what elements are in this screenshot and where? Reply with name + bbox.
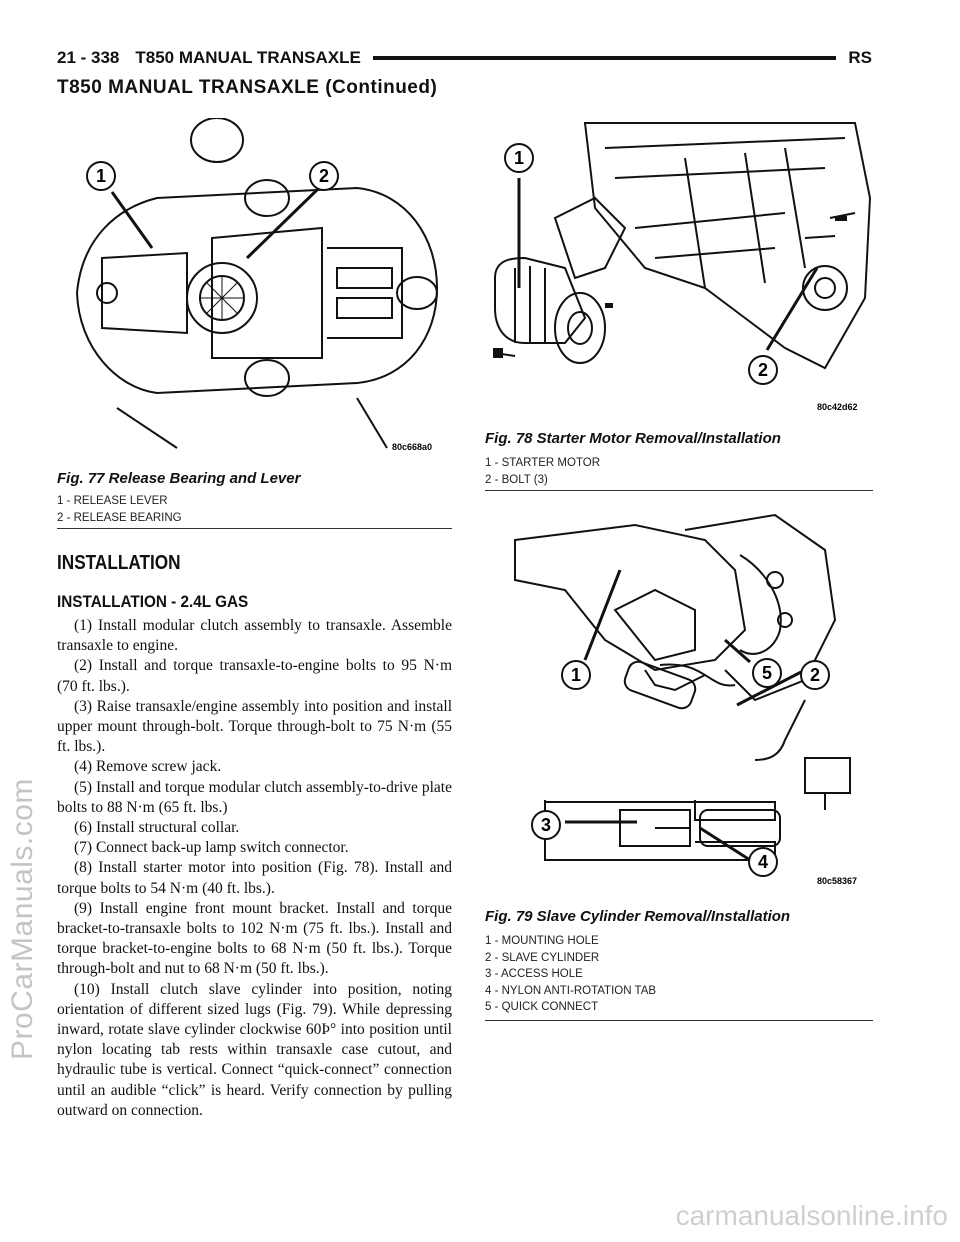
installation-step: (8) Install starter motor into position (Fig. 78). Install and torque bolts to 54 N·m (40 ft. lbs.). <box>57 859 452 897</box>
installation-heading: INSTALLATION <box>57 552 181 574</box>
fig79-code: 80c58367 <box>817 876 858 886</box>
fig77-rule <box>57 528 452 529</box>
fig79-legend-item: 2 - SLAVE CYLINDER <box>485 951 600 964</box>
installation-steps <box>57 616 452 1121</box>
fig77-caption: Fig. 77 Release Bearing and Lever <box>57 470 301 487</box>
bottom-watermark: carmanualsonline.info <box>675 1200 948 1231</box>
section-code: RS <box>848 48 872 67</box>
fig79-legend-item: 5 - QUICK CONNECT <box>485 1001 599 1013</box>
fig78-legend <box>485 455 600 488</box>
header-rule <box>373 56 837 60</box>
fig79-callout-3: 3 <box>540 815 552 835</box>
installation-step: (10) Install clutch slave cylinder into position, noting orientation of different sized lugs (Fig. 79). While depressing inward, rotate slave cylinder clockwise 60Þ° into position until nylon locating tab rests within transaxle case cutout, and hydraulic tube is vertical. Connect “quick-connect” connection until an audible “click” is heard. Verify connection by pulling outward on connection. <box>57 980 452 1119</box>
fig77-callout-1: 1 <box>95 166 107 186</box>
fig79-callout-5: 5 <box>761 663 773 683</box>
installation-step: (6) Install structural collar. <box>74 819 240 837</box>
fig78-caption: Fig. 78 Starter Motor Removal/Installation <box>485 430 781 447</box>
header-title: T850 MANUAL TRANSAXLE <box>135 48 361 67</box>
fig79-legend <box>485 933 656 1016</box>
fig79-legend-item: 3 - ACCESS HOLE <box>485 968 583 980</box>
figure-77-illustration <box>57 118 452 458</box>
page-number: 21 - 338 <box>57 48 120 67</box>
fig78-rule <box>485 490 873 491</box>
fig78-legend-item: 2 - BOLT (3) <box>485 473 548 486</box>
installation-step: (2) Install and torque transaxle-to-engine bolts to 95 N·m (70 ft. lbs.). <box>57 657 452 695</box>
side-watermark: ProCarManuals.com <box>6 778 39 1060</box>
fig77-legend-item: 1 - RELEASE LEVER <box>57 495 168 507</box>
fig79-rule <box>485 1020 873 1021</box>
fig77-callout-2: 2 <box>318 166 330 186</box>
figure-79-illustration <box>485 510 873 892</box>
installation-subheading: INSTALLATION - 2.4L GAS <box>57 592 249 611</box>
fig77-legend-item: 2 - RELEASE BEARING <box>57 511 182 524</box>
fig78-code: 80c42d62 <box>817 402 858 412</box>
fig77-code: 80c668a0 <box>392 442 433 452</box>
fig78-legend-item: 1 - STARTER MOTOR <box>485 457 601 469</box>
installation-step: (9) Install engine front mount bracket. Install and torque bracket-to-transaxle bolts to 102 N·m (75 ft. lbs.). Install and torque bracket-to-engine bolts to 68 N·m (50 ft. lbs.). Torque through-bolt and nut to 68 N·m (50 ft. lbs.). <box>57 899 452 978</box>
continued-title: T850 MANUAL TRANSAXLE (Continued) <box>57 77 438 98</box>
figure-78-illustration <box>485 118 873 418</box>
installation-step: (5) Install and torque modular clutch assembly-to-drive plate bolts to 88 N·m (65 ft. lbs.) <box>57 778 452 816</box>
installation-step: (3) Raise transaxle/engine assembly into position and install upper mount through-bolt. Torque through-bolt to 75 N·m (55 ft. lbs.). <box>57 697 452 756</box>
installation-step: (7) Connect back-up lamp switch connector. <box>74 839 349 857</box>
fig79-legend-item: 4 - NYLON ANTI-ROTATION TAB <box>485 984 657 997</box>
installation-step: (1) Install modular clutch assembly to transaxle. Assemble transaxle to engine. <box>57 617 452 655</box>
fig79-callout-4: 4 <box>757 852 769 872</box>
page-header <box>57 46 872 70</box>
fig78-callout-1: 1 <box>513 148 525 168</box>
fig79-callout-1: 1 <box>570 665 582 685</box>
installation-step: (4) Remove screw jack. <box>74 758 222 776</box>
fig79-caption: Fig. 79 Slave Cylinder Removal/Installation <box>485 908 791 925</box>
fig79-callout-2: 2 <box>809 665 821 685</box>
fig77-legend <box>57 493 182 526</box>
fig78-callout-2: 2 <box>757 360 769 380</box>
fig79-legend-item: 1 - MOUNTING HOLE <box>485 935 599 947</box>
